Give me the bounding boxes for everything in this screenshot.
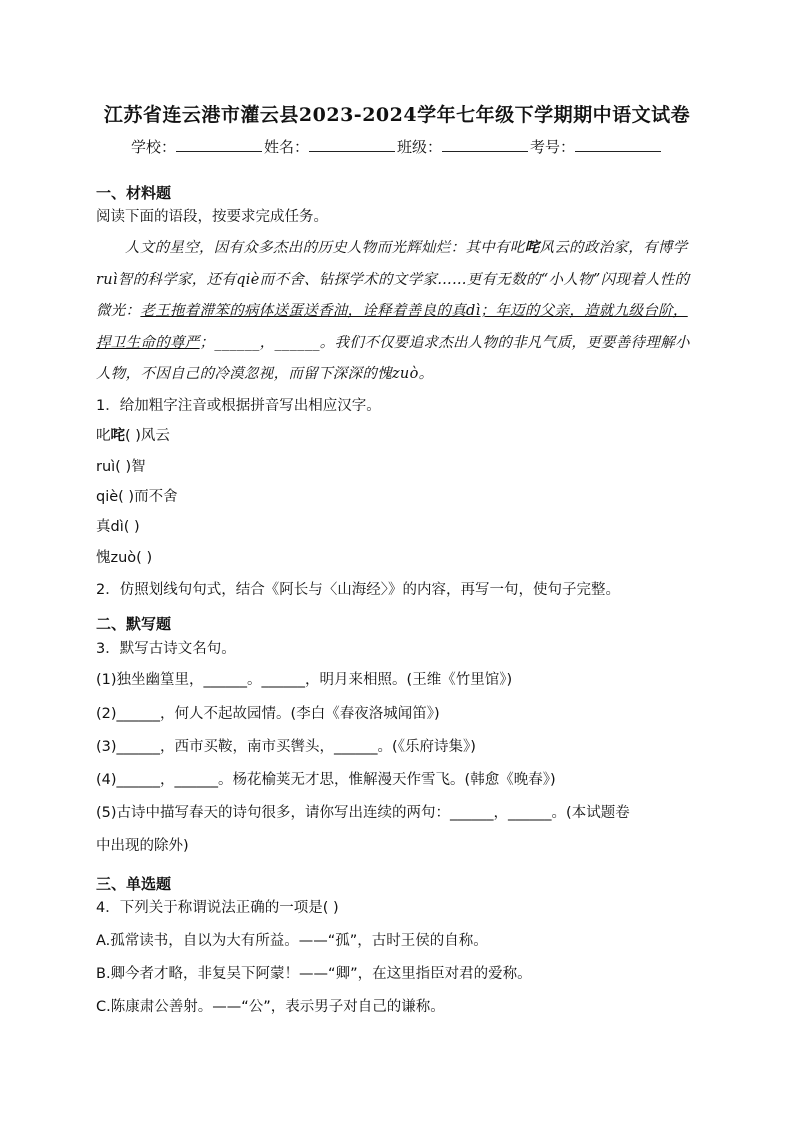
student-info-row <box>0 136 794 157</box>
poem-line-5b: 中出现的除外) <box>96 838 189 854</box>
name-label: 姓名： <box>263 138 309 156</box>
reading-instruction: 阅读下面的语段，按要求完成任务。 <box>96 209 328 225</box>
school-blank[interactable] <box>176 137 262 152</box>
choice-c[interactable]: C.陈康肃公善射。——“公”，表示男子对自己的谦称。 <box>96 999 445 1015</box>
choice-a[interactable]: A.孤常读书，自以为大有所益。——“孤”，古时王侯的自称。 <box>96 933 488 949</box>
q1-item-a[interactable] <box>96 424 170 445</box>
poem-line-2[interactable]: (2)______，何人不起故园情。(李白《春夜洛城闻笛》) <box>96 706 440 722</box>
passage-underlined-sentence: 老王拖着滞笨的病体送蛋送香油，诠释着善良的真dì；年迈的父亲，造就九级台阶，捍卫生命的尊严 <box>96 303 688 351</box>
section-heading-1: 一、材料题 <box>96 184 172 202</box>
number-blank[interactable] <box>575 137 661 152</box>
reading-passage <box>96 232 702 391</box>
number-label: 考号： <box>530 138 576 156</box>
poem-line-4[interactable]: (4)______，______。杨花榆荚无才思，惟解漫天作雪飞。(韩愈《晚春》) <box>96 772 556 788</box>
section-heading-3: 三、单选题 <box>96 875 172 893</box>
choice-b[interactable]: B.卿今者才略，非复吴下阿蒙！——“卿”，在这里指臣对君的爱称。 <box>96 966 532 982</box>
q1-item-b[interactable]: ruì( )智 <box>96 459 146 475</box>
passage-part-1: 人文的星空，因有众多杰出的历史人物而光辉灿烂：其中有叱 <box>125 240 525 256</box>
school-label: 学校： <box>130 138 176 156</box>
poem-line-1[interactable]: (1)独坐幽篁里，______。______，明月来相照。(王维《竹里馆》) <box>96 672 513 688</box>
section-heading-2: 二、默写题 <box>96 615 172 633</box>
poem-line-3[interactable]: (3)______，西市买鞍，南市买辔头，______。(《乐府诗集》) <box>96 739 476 755</box>
q1-item-e[interactable]: 愧zuò( ) <box>96 550 153 566</box>
name-blank[interactable] <box>309 137 395 152</box>
question-4: 4．下列关于称谓说法正确的一项是( ) <box>96 900 339 916</box>
question-3: 3．默写古诗文名句。 <box>96 641 236 657</box>
passage-bold-char: 咤 <box>524 239 540 256</box>
passage-part-3: ；______，______。我们不仅要追求杰出人物的非凡气质，更要善待理解小人物，不因自己的冷漠忽视，而留下深深的愧zuò。 <box>96 334 690 382</box>
question-1: 1．给加粗字注音或根据拼音写出相应汉字。 <box>96 398 381 414</box>
class-blank[interactable] <box>442 137 528 152</box>
q1-a-bold: 咤 <box>110 428 125 444</box>
q1-a-pre: 叱 <box>96 428 111 444</box>
question-2: 2．仿照划线句句式，结合《阿长与〈山海经〉》的内容，再写一句，使句子完整。 <box>96 582 620 598</box>
poem-line-5a[interactable]: (5)古诗中描写春天的诗句很多，请你写出连续的两句：______，______。(本试题卷 <box>96 805 630 821</box>
q1-item-c[interactable]: qiè( )而不舍 <box>96 489 178 505</box>
q1-item-d[interactable]: 真dì( ) <box>96 519 140 535</box>
q1-a-post: ( )风云 <box>125 428 170 444</box>
passage-part-2: 风云的政治家，有博学ruì智的科学家，还有qiè而不舍、钻探学术的文学家……更有无数的“小人物”闪现着人性的微光： <box>96 240 690 319</box>
page-title: 江苏省连云港市灌云县2023-2024学年七年级下学期期中语文试卷 <box>103 104 691 126</box>
class-label: 班级： <box>397 138 443 156</box>
